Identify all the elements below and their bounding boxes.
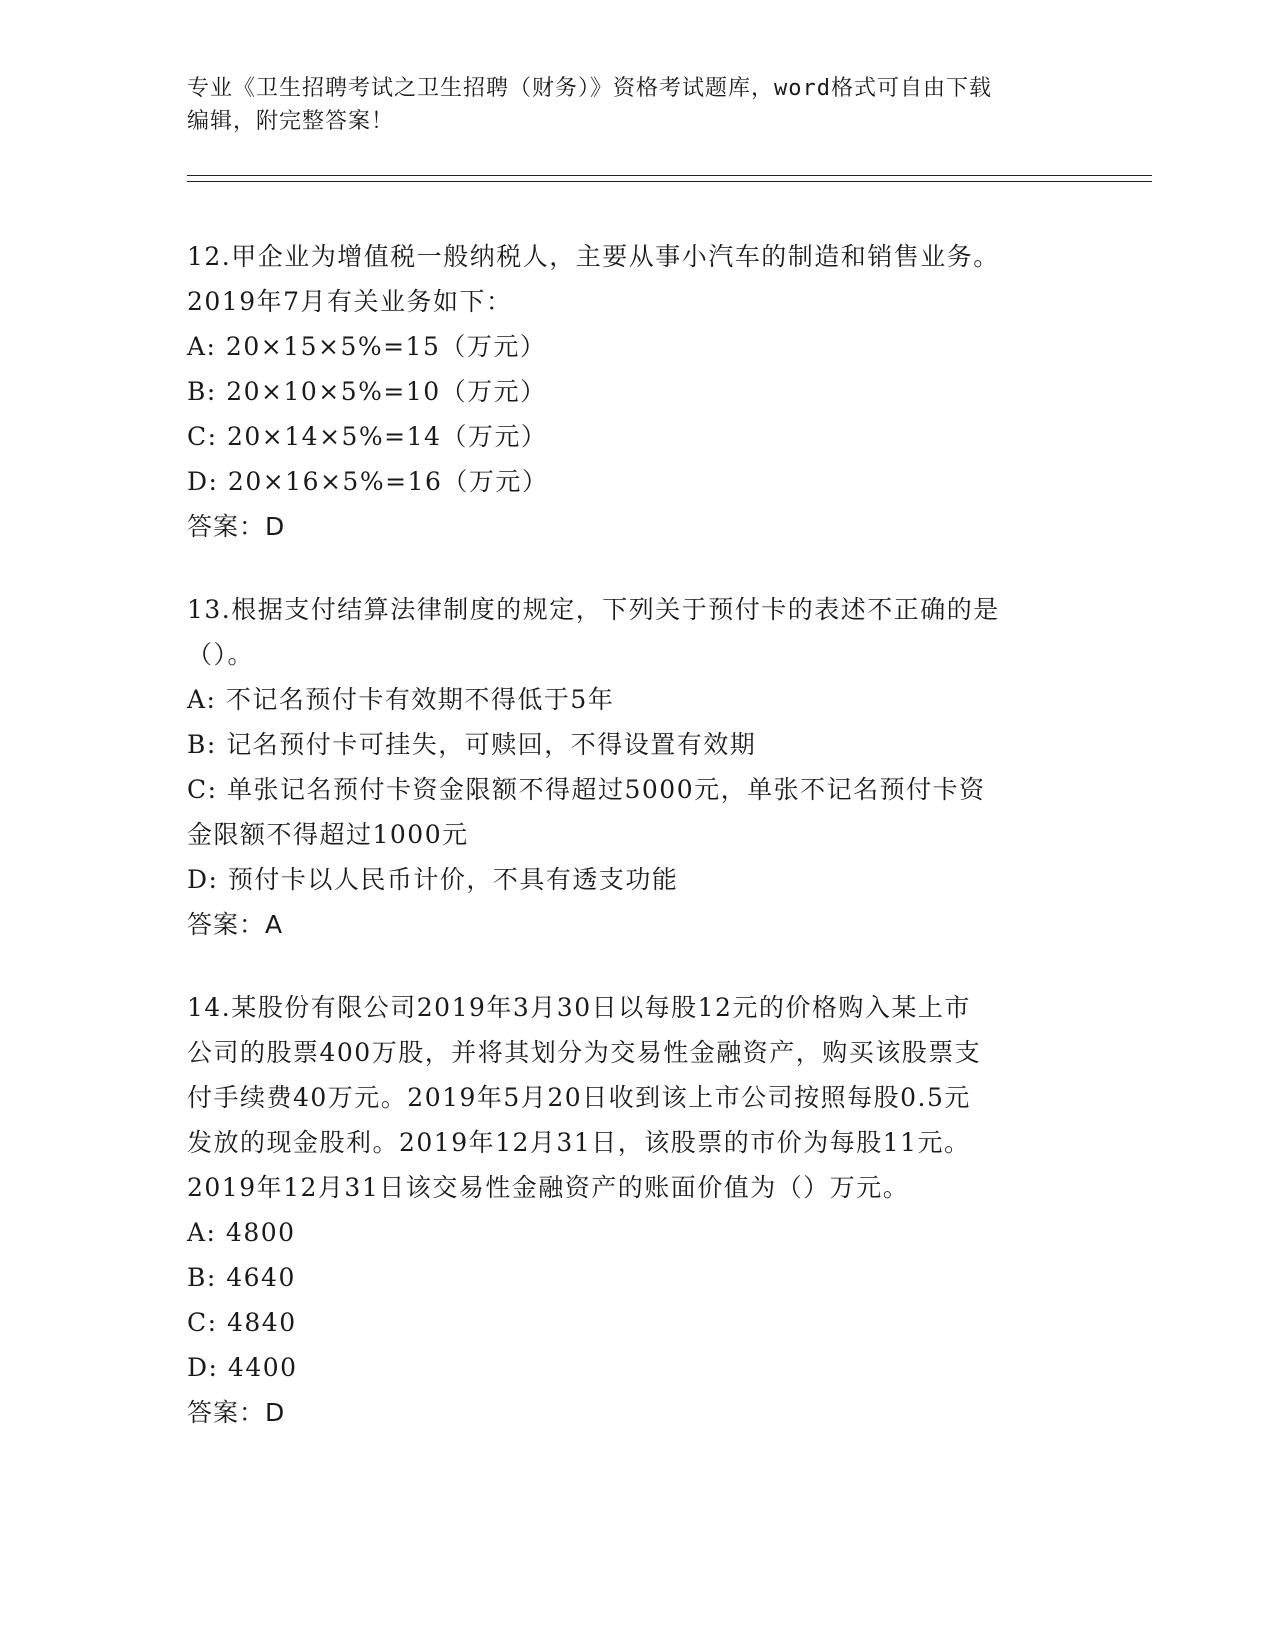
question-13: [187, 587, 1087, 947]
question-stem-line: （）。: [187, 640, 255, 669]
answer-label: 答案：D: [187, 1398, 286, 1427]
header-line-2: 编辑，附完整答案！: [187, 109, 395, 134]
question-stem-line: 付手续费40万元。2019年5月20日收到该上市公司按照每股0.5元: [187, 1083, 971, 1112]
question-stem-line: 发放的现金股利。2019年12月31日，该股票的市价为每股11元。: [187, 1128, 971, 1157]
answer-label: 答案：A: [187, 910, 284, 939]
option-d: D: 4400: [187, 1353, 298, 1382]
header-divider-top: [187, 175, 1152, 176]
answer-label: 答案：D: [187, 512, 286, 541]
option-d: D: 20×16×5%=16（万元）: [187, 467, 549, 496]
option-c: C: 20×14×5%=14（万元）: [187, 422, 548, 451]
question-stem-line: 14.某股份有限公司2019年3月30日以每股12元的价格购入某上市: [187, 993, 971, 1022]
option-c-continued: 金限额不得超过1000元: [187, 820, 469, 849]
question-stem-line: 2019年12月31日该交易性金融资产的账面价值为（）万元。: [187, 1173, 910, 1202]
header-divider-bottom: [187, 181, 1152, 182]
question-stem-line: 公司的股票400万股，并将其划分为交易性金融资产，购买该股票支: [187, 1038, 982, 1067]
question-list: [187, 234, 1087, 1473]
header-line-1: 专业《卫生招聘考试之卫生招聘（财务）》资格考试题库，word格式可自由下载: [187, 76, 992, 101]
option-b: B: 记名预付卡可挂失，可赎回，不得设置有效期: [187, 730, 757, 759]
question-14: [187, 985, 1087, 1435]
question-stem-line: 12.甲企业为增值税一般纳税人，主要从事小汽车的制造和销售业务。: [187, 242, 1000, 271]
option-d: D: 预付卡以人民币计价，不具有透支功能: [187, 865, 679, 894]
document-header: [187, 72, 1067, 138]
question-12: [187, 234, 1087, 549]
option-b: B: 4640: [187, 1263, 296, 1292]
question-stem-line: 2019年7月有关业务如下：: [187, 287, 513, 316]
option-a: A: 不记名预付卡有效期不得低于5年: [187, 685, 615, 714]
option-b: B: 20×10×5%=10（万元）: [187, 377, 547, 406]
question-stem-line: 13.根据支付结算法律制度的规定，下列关于预付卡的表述不正确的是: [187, 595, 1000, 624]
option-a: A: 20×15×5%=15（万元）: [187, 332, 547, 361]
option-c: C: 单张记名预付卡资金限额不得超过5000元，单张不记名预付卡资: [187, 775, 986, 804]
option-a: A: 4800: [187, 1218, 296, 1247]
option-c: C: 4840: [187, 1308, 297, 1337]
